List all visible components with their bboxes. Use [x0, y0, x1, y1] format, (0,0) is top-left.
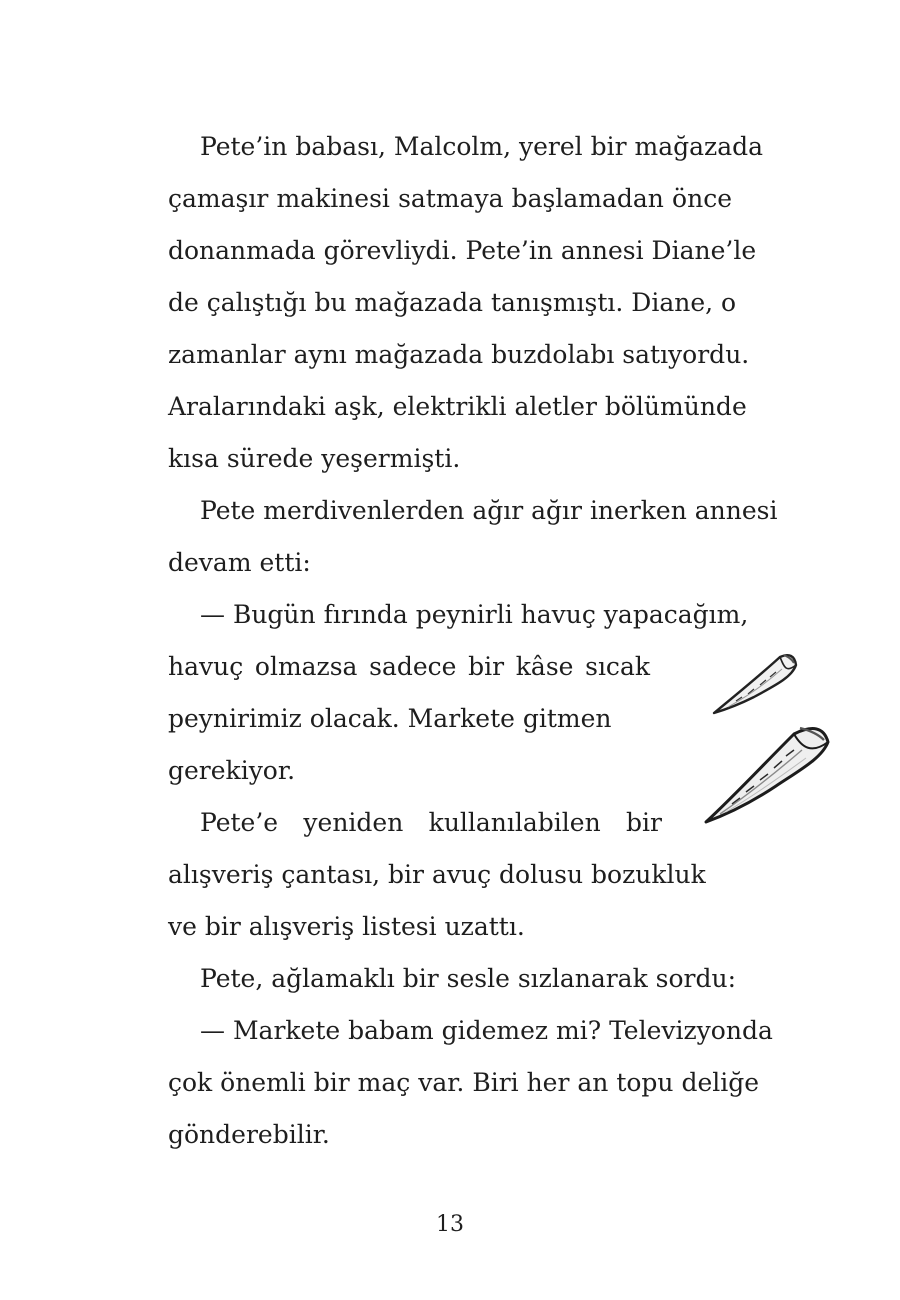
text-line: peynirimiz olacak. Markete gitmen — [168, 704, 612, 733]
text-line: devam etti: — [168, 548, 311, 577]
text-line: çok önemli bir maç var. Biri her an topu deliğe — [168, 1068, 760, 1097]
text-line: Pete’e yeniden kullanılabilen bir — [200, 808, 662, 837]
text-line: Aralarındaki aşk, elektrikli aletler bölümünde — [168, 392, 747, 421]
text-line: Pete merdivenlerden ağır ağır inerken annesi — [200, 496, 778, 525]
text-line: kısa sürede yeşermişti. — [168, 444, 461, 473]
text-line: Pete’in babası, Malcolm, yerel bir mağazada — [200, 132, 764, 161]
text-line: — Bugün fırında peynirli havuç yapacağım, — [200, 600, 749, 629]
text-line: Pete, ağlamaklı bir sesle sızlanarak sordu: — [200, 964, 737, 993]
text-line: alışveriş çantası, bir avuç dolusu bozukluk — [168, 860, 706, 889]
text-line: zamanlar aynı mağazada buzdolabı satıyordu. — [168, 340, 750, 369]
text-line: çamaşır makinesi satmaya başlamadan önce — [168, 184, 732, 213]
text-line: gönderebilir. — [168, 1120, 330, 1149]
text-line: donanmada görevliydi. Pete’in annesi Diane’le — [168, 236, 757, 265]
text-line: de çalıştığı bu mağazada tanışmıştı. Diane, o — [168, 288, 737, 317]
page-number: 13 — [436, 1212, 464, 1237]
text-line: havuç olmazsa sadece bir kâse sıcak — [168, 652, 650, 681]
text-line: gerekiyor. — [168, 756, 296, 785]
text-line: ve bir alışveriş listesi uzattı. — [168, 912, 525, 941]
carrot-icon — [698, 718, 838, 828]
text-line: — Markete babam gidemez mi? Televizyonda — [200, 1016, 773, 1045]
carrot-icon — [706, 647, 802, 719]
